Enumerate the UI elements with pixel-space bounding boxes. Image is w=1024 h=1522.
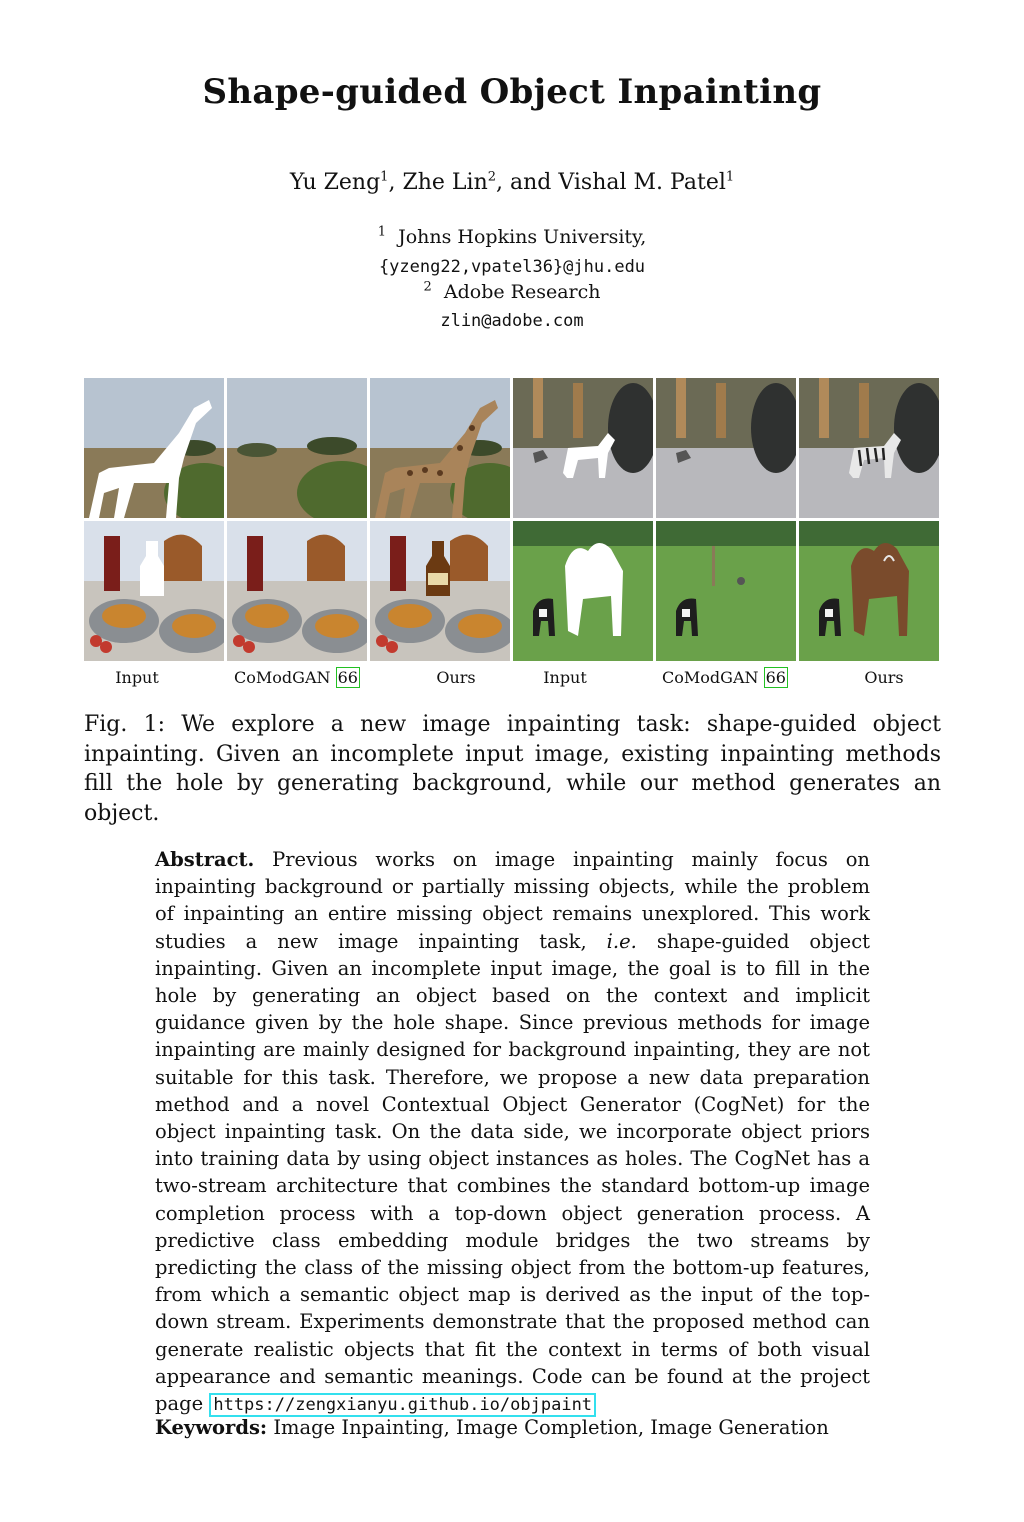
affiliation-name: Adobe Research bbox=[443, 281, 601, 303]
affiliation-mark: 2 bbox=[423, 279, 432, 295]
abstract-text: shape-guided object inpainting. Given an incomplete input image, the goal is to fill in the hole by generating an object based on the context and implicit guidance given by the hole shape. Since previous methods for image inpainting are mainly designed for background inpainting, they are not suitable for this task. Therefore, we propose a new data preparation method and a novel Contextual Object Generator (CogNet) for the object inpainting task. On the data side, we incorporate object priors into training data by using object instances as holes. The CogNet has a two-stream architecture that combines the standard bottom-up image completion process with a top-down object generation process. A predictive class embedding module bridges the two streams by predicting the class of the missing object from the bottom-up features, from which a semantic object map is derived as the input of the top-down stream. Experiments demonstrate that the proposed method can generate realistic objects that fit the context in terms of both visual appearance and semantic meanings. Code can be found at the project page bbox=[155, 929, 870, 1416]
figure-panel bbox=[513, 521, 653, 661]
paper-title: Shape-guided Object Inpainting bbox=[202, 72, 822, 112]
giraffe-ours-image bbox=[370, 378, 510, 518]
abstract-label: Abstract. bbox=[155, 848, 255, 871]
column-label: CoModGAN 66 bbox=[234, 668, 358, 687]
keywords-label: Keywords: bbox=[155, 1416, 268, 1439]
affiliation-1-email: {yzeng22,vpatel36}@jhu.edu bbox=[378, 257, 646, 277]
affiliation-2-email: zlin@adobe.com bbox=[440, 311, 584, 331]
zebra-ours-image bbox=[799, 378, 939, 518]
abstract-text: Previous works on image inpainting mainly focus on inpainting background or partially missing objects, while the problem of inpainting an entire missing object remains unexplored. This work studies a new image inpainting task, bbox=[155, 848, 870, 953]
citation-link[interactable]: 66 bbox=[765, 668, 786, 687]
author-name: Vishal M. Patel bbox=[558, 170, 726, 195]
author-affiliation-mark: 2 bbox=[487, 169, 497, 185]
giraffe-input-image bbox=[84, 378, 224, 518]
figure-caption: Fig. 1: We explore a new image inpainting task: shape-guided object inpainting. Given an incomplete input image, existing inpainting methods fill the hole by generating background, while our method generates an object. bbox=[84, 712, 941, 826]
author-affiliation-mark: 1 bbox=[725, 169, 735, 185]
figure-panel bbox=[513, 378, 653, 518]
bottle-comodgan-image bbox=[227, 521, 367, 661]
citation-link[interactable]: 66 bbox=[337, 668, 358, 687]
column-label: Ours bbox=[436, 668, 476, 687]
figure-panel bbox=[656, 378, 796, 518]
figure-panel bbox=[227, 378, 367, 518]
camel-input-image bbox=[513, 521, 653, 661]
bottle-input-image bbox=[84, 521, 224, 661]
affiliation-1 bbox=[0, 226, 1024, 248]
keywords bbox=[155, 1416, 870, 1439]
author-separator: , bbox=[388, 170, 403, 195]
figure-panel bbox=[227, 521, 367, 661]
figure-panel bbox=[370, 521, 510, 661]
bottle-ours-image bbox=[370, 521, 510, 661]
author-separator: , and bbox=[496, 170, 559, 195]
figure-panel bbox=[656, 521, 796, 661]
author-name: Yu Zeng bbox=[289, 170, 381, 195]
camel-comodgan-image bbox=[656, 521, 796, 661]
project-url-link[interactable]: https://zengxianyu.github.io/objpaint bbox=[209, 1393, 596, 1417]
author-list bbox=[0, 170, 1024, 195]
affiliation-2 bbox=[0, 281, 1024, 303]
figure-1 bbox=[84, 378, 941, 664]
abstract bbox=[155, 846, 870, 1419]
affiliation-mark: 1 bbox=[377, 224, 386, 240]
column-label: Ours bbox=[864, 668, 904, 687]
figure-panel bbox=[370, 378, 510, 518]
column-label: Input bbox=[115, 668, 159, 687]
column-label: CoModGAN 66 bbox=[662, 668, 786, 687]
zebra-comodgan-image bbox=[656, 378, 796, 518]
author-affiliation-mark: 1 bbox=[380, 169, 389, 185]
figure-panel bbox=[84, 521, 224, 661]
affiliation-name: Johns Hopkins University, bbox=[398, 226, 647, 248]
keywords-text: Image Inpainting, Image Completion, Image Generation bbox=[267, 1416, 829, 1439]
abstract-emphasis: i.e. bbox=[606, 929, 637, 953]
giraffe-comodgan-image bbox=[227, 378, 367, 518]
zebra-input-image bbox=[513, 378, 653, 518]
column-label: Input bbox=[543, 668, 587, 687]
camel-ours-image bbox=[799, 521, 939, 661]
figure-column-labels bbox=[84, 668, 941, 690]
figure-panel bbox=[799, 521, 939, 661]
author-name: Zhe Lin bbox=[402, 170, 488, 195]
figure-panel bbox=[799, 378, 939, 518]
figure-panel bbox=[84, 378, 224, 518]
